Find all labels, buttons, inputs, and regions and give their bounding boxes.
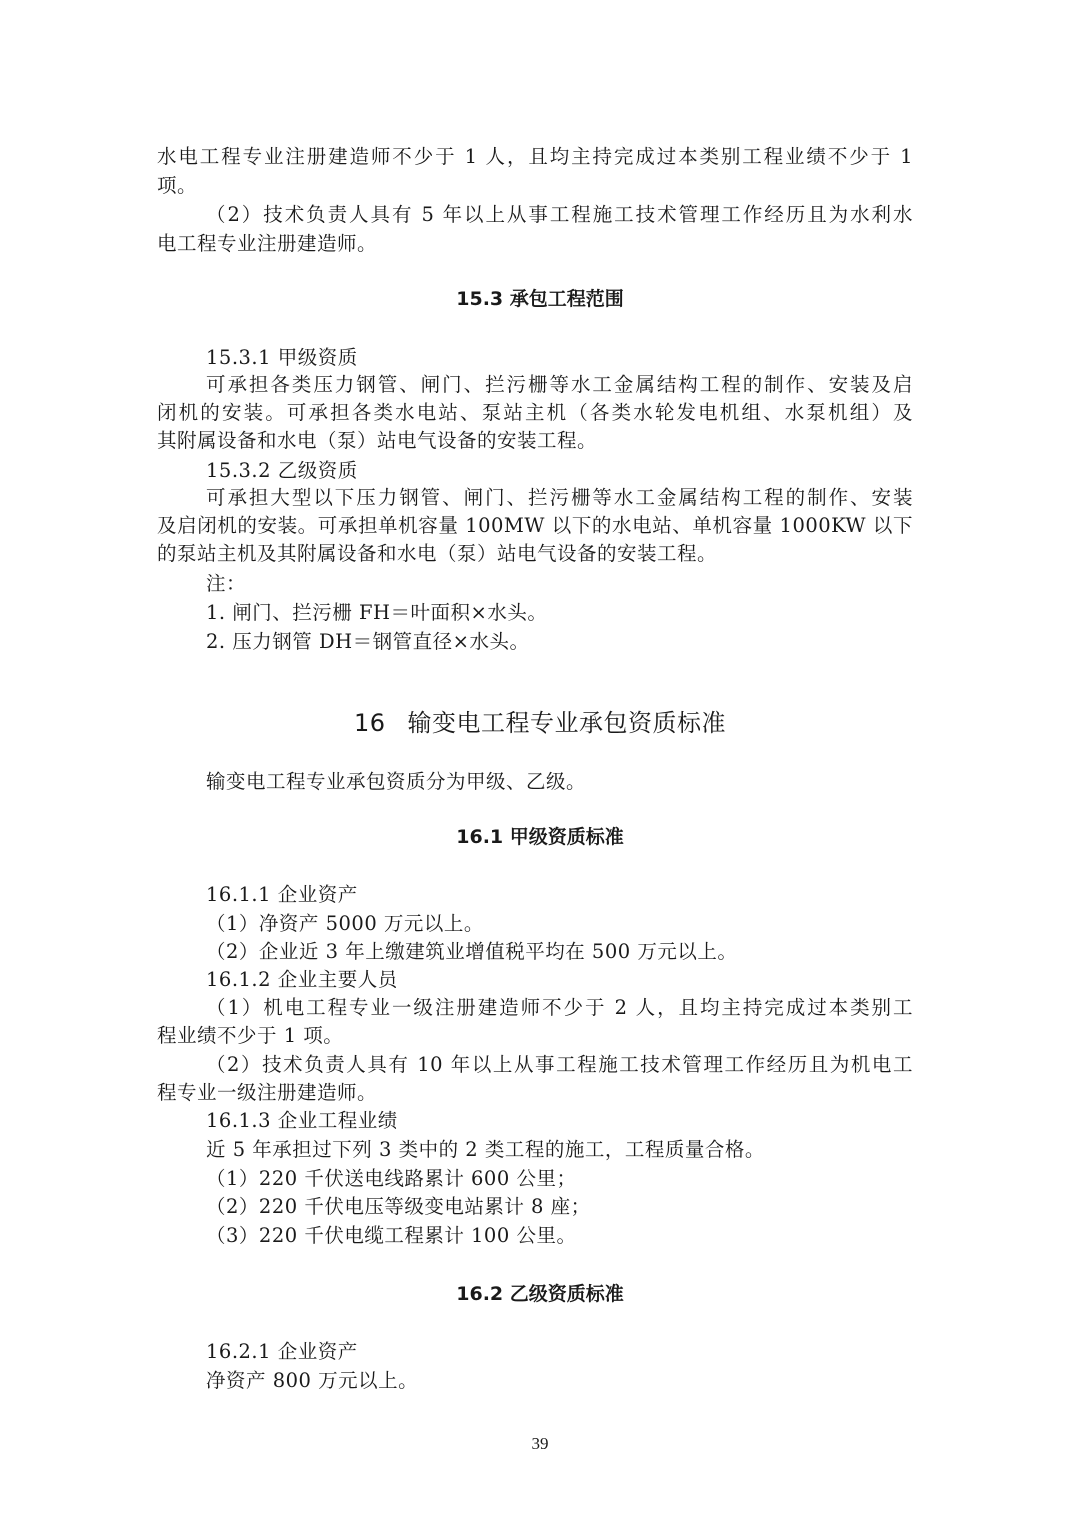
note-item: 1. 闸门、拦污栅 FH＝叶面积×水头。 xyxy=(206,601,548,624)
body-line: （1）净资产 5000 万元以上。 xyxy=(206,912,484,935)
subsection-heading: 15.3.2 乙级资质 xyxy=(206,459,358,482)
body-line: （1）机电工程专业一级注册建造师不少于 2 人，且均主持完成过本类别工 xyxy=(206,996,913,1019)
chapter-title: 输变电工程专业承包资质标准 xyxy=(407,709,727,737)
chapter-intro: 输变电工程专业承包资质分为甲级、乙级。 xyxy=(206,770,587,793)
page-number: 39 xyxy=(531,1434,549,1453)
subsection-heading: 16.1.3 企业工程业绩 xyxy=(206,1109,398,1132)
body-line: 程专业一级注册建造师。 xyxy=(157,1081,378,1104)
body-line: 程业绩不少于 1 项。 xyxy=(157,1024,344,1047)
body-line: 闭机的安装。可承担各类水电站、泵站主机（各类水轮发电机组、水泵机组）及 xyxy=(157,401,913,424)
body-line: 项。 xyxy=(157,174,198,197)
chapter-heading xyxy=(0,706,1080,740)
section-heading-16-2: 16.2 乙级资质标准 xyxy=(456,1283,624,1305)
subsection-heading: 15.3.1 甲级资质 xyxy=(206,346,358,369)
body-line: （2）技术负责人具有 10 年以上从事工程施工技术管理工作经历且为机电工 xyxy=(206,1053,913,1076)
body-line: 水电工程专业注册建造师不少于 1 人，且均主持完成过本类别工程业绩不少于 1 xyxy=(157,145,913,168)
body-line: （2）技术负责人具有 5 年以上从事工程施工技术管理工作经历且为水利水 xyxy=(206,203,913,226)
body-line: 及启闭机的安装。可承担单机容量 100MW 以下的水电站、单机容量 1000KW 以下 xyxy=(157,514,913,537)
section-heading-16-1: 16.1 甲级资质标准 xyxy=(456,826,624,848)
note-item: 2. 压力钢管 DH＝钢管直径×水头。 xyxy=(206,630,530,653)
body-line: 可承担大型以下压力钢管、闸门、拦污栅等水工金属结构工程的制作、安装 xyxy=(206,486,913,509)
note-label: 注： xyxy=(206,572,247,595)
section-heading-15-3: 15.3 承包工程范围 xyxy=(456,288,624,310)
list-item: （3）220 千伏电缆工程累计 100 公里。 xyxy=(206,1224,577,1247)
body-line: 净资产 800 万元以上。 xyxy=(206,1369,419,1392)
subsection-heading: 16.1.2 企业主要人员 xyxy=(206,968,398,991)
body-line: 的泵站主机及其附属设备和水电（泵）站电气设备的安装工程。 xyxy=(157,542,718,565)
body-line: 其附属设备和水电（泵）站电气设备的安装工程。 xyxy=(157,429,598,452)
body-line: （2）企业近 3 年上缴建筑业增值税平均在 500 万元以上。 xyxy=(206,940,738,963)
list-item: （2）220 千伏电压等级变电站累计 8 座； xyxy=(206,1195,591,1218)
subsection-heading: 16.1.1 企业资产 xyxy=(206,883,358,906)
body-line: 近 5 年承担过下列 3 类中的 2 类工程的施工，工程质量合格。 xyxy=(206,1138,765,1161)
body-line: 电工程专业注册建造师。 xyxy=(157,232,378,255)
subsection-heading: 16.2.1 企业资产 xyxy=(206,1340,358,1363)
chapter-number: 16 xyxy=(353,709,386,737)
list-item: （1）220 千伏送电线路累计 600 公里； xyxy=(206,1167,577,1190)
body-line: 可承担各类压力钢管、闸门、拦污栅等水工金属结构工程的制作、安装及启 xyxy=(206,373,913,396)
